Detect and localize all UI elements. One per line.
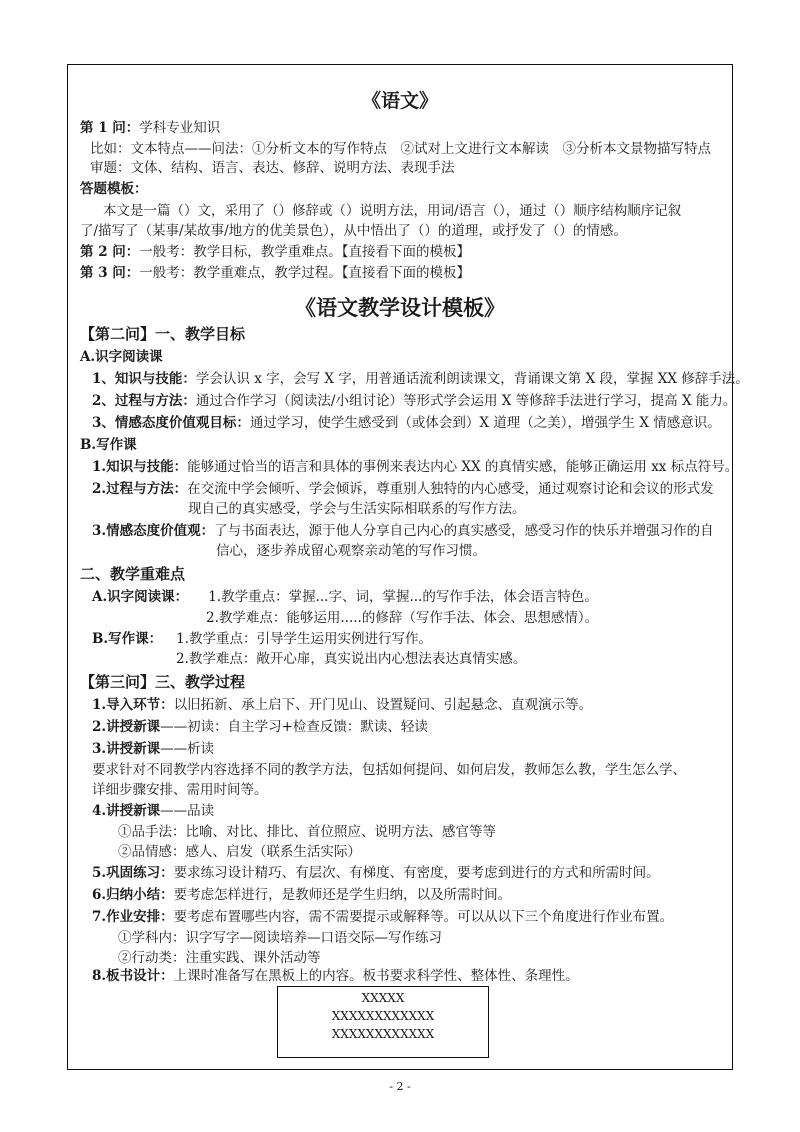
goal-a1-label: 1、知识与技能： [92, 371, 196, 387]
goal-b3 [92, 522, 714, 540]
keypoint-b [92, 630, 432, 648]
keypoint-b-cont: 2.教学难点：敞开心扉，真实说出内心想法表达真情实感。 [176, 651, 527, 667]
process-1-label: 1.导入环节： [92, 697, 174, 713]
process-6-label: 6.归纳小结： [92, 887, 174, 903]
question-3 [80, 264, 470, 282]
process-8-label: 8.板书设计： [92, 968, 174, 984]
process-7-action: ②行动类：注重实践、课外活动等 [118, 950, 321, 966]
process-4 [92, 802, 214, 820]
goal-b1 [92, 458, 738, 476]
process-5-label: 5.巩固练习： [92, 865, 174, 881]
process-7-text: 要考虑布置哪些内容，需不需要提示或解释等。可以从以下三个角度进行作业布置。 [173, 909, 674, 925]
question-2-text: 一般考：教学目标，教学重难点。【直接看下面的模板】 [139, 244, 471, 260]
page-number: - 2 - [389, 1080, 411, 1093]
goal-b3-label: 3.情感态度价值观： [92, 523, 215, 539]
process-2-text: ——初读：自主学习+检查反馈：默读、轻读 [160, 719, 428, 735]
process-6-text: 要考虑怎样进行，是教师还是学生归纳，以及所需时间。 [173, 887, 512, 903]
section-key-points: 二、教学重难点 [80, 565, 186, 583]
process-1-text: 以旧拓新、承上启下、开门见山、设置疑问、引起悬念、直观演示等。 [173, 697, 593, 713]
goal-a1-text: 学会认识 x 字，会写 X 字，用普通话流利朗读课文，背诵课文第 X 段，掌握 XX 修辞手法。 [195, 371, 749, 387]
keypoint-b-label: B.写作课： [92, 631, 163, 647]
process-3 [92, 740, 214, 758]
process-4-emotion: ②品情感：感人、启发（联系生活实际） [118, 844, 361, 860]
keypoint-b-text: 1.教学重点：引导学生运用实例进行写作。 [176, 631, 433, 647]
question-3-text: 一般考：教学重难点，教学过程。【直接看下面的模板】 [139, 265, 471, 281]
process-4-text: ——品读 [160, 803, 215, 819]
keypoint-a-cont: 2.教学难点：能够运用.....的修辞（写作手法、体会、思想感情）。 [206, 610, 599, 626]
goal-b2-label: 2.过程与方法： [92, 481, 188, 497]
goal-a1 [92, 370, 749, 388]
process-8-text: 上课时准备写在黑板上的内容。板书要求科学性、整体性、条理性。 [173, 968, 579, 984]
question-2-label: 第 2 问： [80, 244, 140, 260]
goal-a2 [92, 392, 736, 410]
goal-b2-cont: 现自己的真实感受，学会与生活实际相联系的写作方法。 [188, 501, 526, 517]
process-1 [92, 696, 592, 714]
question-1-label: 第 1 问： [80, 120, 140, 136]
process-5 [92, 864, 660, 882]
answer-template-line-2: 了/描写了（某事/某故事/地方的优美景色），从中悟出了（）的道理，或抒发了（）的情感。 [80, 223, 627, 239]
subsection-reading-class: A.识字阅读课 [80, 349, 163, 365]
goal-a3 [92, 414, 721, 432]
board-line-2: XXXXXXXXXXXX [331, 1009, 435, 1023]
goal-a2-label: 2、过程与方法： [92, 393, 196, 409]
process-4-label: 4.讲授新课 [92, 803, 161, 819]
process-6 [92, 886, 511, 904]
goal-b3-text: 了与书面表达，源于他人分享自己内心的真实感受，感受习作的快乐并增强习作的自 [214, 523, 714, 539]
goal-b1-text: 能够通过恰当的语言和具体的事例来表达内心 XX 的真情实感，能够正确运用 xx 标点符号。 [187, 459, 739, 475]
process-5-text: 要求练习设计精巧、有层次、有梯度、有密度，要考虑到进行的方式和所需时间。 [173, 865, 660, 881]
process-7-subject: ①学科内：识字写字—阅读培养—口语交际—写作练习 [118, 930, 442, 946]
section-teaching-process: 【第三问】三、教学过程 [80, 673, 246, 691]
process-3-desc: 要求针对不同教学内容选择不同的教学方法，包括如何提问、如何启发，教师怎么教，学生怎么学、 [92, 762, 686, 778]
process-4-technique: ①品手法：比喻、对比、排比、首位照应、说明方法、感官等等 [118, 824, 496, 840]
process-2-label: 2.讲授新课 [92, 719, 161, 735]
section-teaching-goals: 【第二问】一、教学目标 [80, 325, 246, 343]
process-3-desc-cont: 详细步骤安排、需用时间等。 [92, 782, 268, 798]
process-3-text: ——析读 [160, 741, 215, 757]
process-2 [92, 718, 428, 736]
process-8 [92, 967, 579, 985]
question-1-text: 学科专业知识 [139, 120, 221, 136]
board-line-3: XXXXXXXXXXXX [331, 1027, 435, 1041]
board-line-1: XXXXX [361, 991, 405, 1005]
goal-b1-label: 1.知识与技能： [92, 459, 188, 475]
goal-b2 [92, 480, 714, 498]
answer-template-line-1: 本文是一篇（）文，采用了（）修辞或（）说明方法，用词/语言（），通过（）顺序结构顺序记叙 [103, 203, 682, 219]
subsection-writing-class: B.写作课 [80, 437, 137, 453]
goal-a2-text: 通过合作学习（阅读法/小组讨论）等形式学会运用 X 等修辞手法进行学习，提高 X 能力。 [195, 393, 737, 409]
question-2 [80, 243, 470, 261]
question-1 [80, 119, 220, 137]
question-1-review: 审题：文体、结构、语言、表达、修辞、说明方法、表现手法 [90, 160, 455, 176]
keypoint-a [92, 588, 598, 606]
goal-b3-cont: 信心，逐步养成留心观察亲动笔的写作习惯。 [216, 543, 486, 559]
goal-a3-text: 通过学习，使学生感受到（或体会到）X 道理（之美），增强学生 X 情感意识。 [249, 415, 721, 431]
goal-b2-text: 在交流中学会倾听、学会倾诉，尊重别人独特的内心感受，通过观察讨论和会议的形式发 [187, 481, 714, 497]
process-7-label: 7.作业安排： [92, 909, 174, 925]
template-title: 《语文教学设计模板》 [295, 295, 505, 320]
keypoint-a-text: 1.教学重点：掌握...字、词，掌握...的写作手法，体会语言特色。 [208, 589, 598, 605]
process-7 [92, 908, 673, 926]
blackboard-design-box [277, 986, 489, 1058]
goal-a3-label: 3、情感态度价值观目标： [92, 415, 250, 431]
answer-template-label: 答题模板： [80, 181, 148, 197]
question-3-label: 第 3 问： [80, 265, 140, 281]
question-1-example: 比如：文本特点——问法：①分析文本的写作特点 ②试对上文进行文本解读 ③分析本文景物描写特点 [90, 141, 711, 157]
keypoint-a-label: A.识字阅读课： [92, 589, 189, 605]
document-title: 《语文》 [361, 90, 438, 112]
process-3-label: 3.讲授新课 [92, 741, 161, 757]
